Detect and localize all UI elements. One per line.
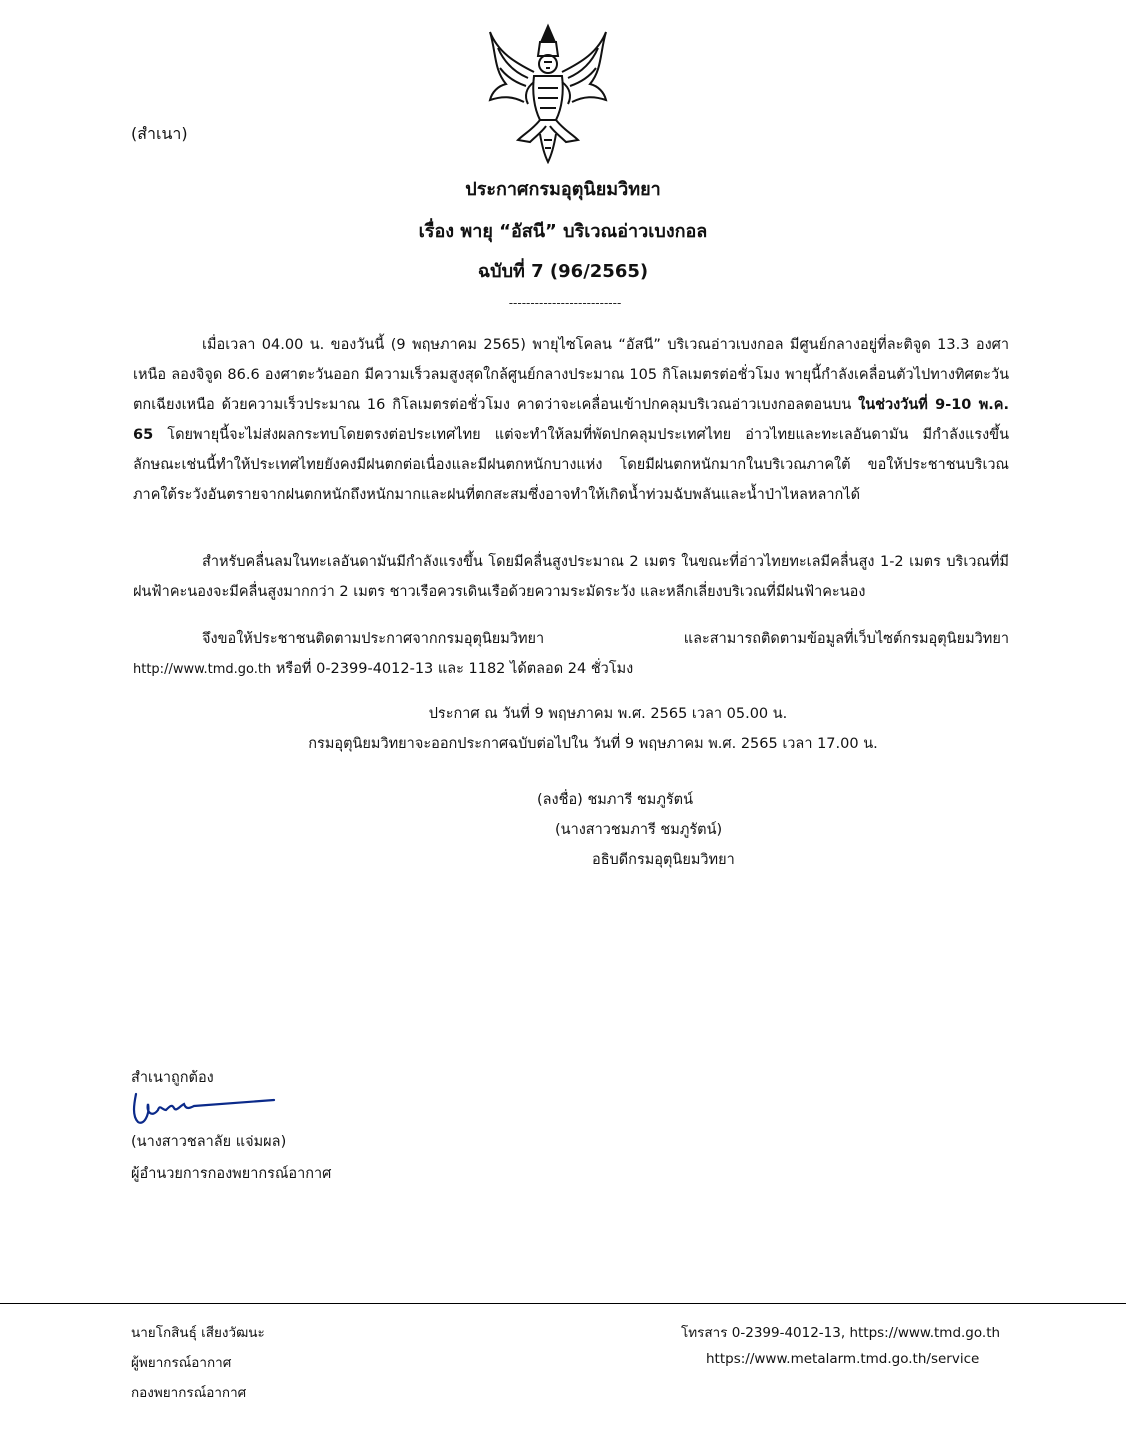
paragraph-follow-text-1: จึงขอให้ประชาชนติดตามประกาศจากกรมอุตุนิยมวิทยา และสามารถติดตามข้อมูลที่เว็บไซต์กรมอุตุนิยมวิทยา [202, 631, 1009, 647]
forecast-division: กองพยากรณ์อากาศ [131, 1385, 247, 1401]
announcement-title: ประกาศกรมอุตุนิยมวิทยา [465, 179, 661, 200]
forecaster-name: นายโกสินธุ์ เสียงวัฒนะ [131, 1325, 265, 1341]
next-announcement-time: กรมอุตุนิยมวิทยาจะออกประกาศฉบับต่อไปใน วันที่ 9 พฤษภาคม พ.ศ. 2565 เวลา 17.00 น. [308, 736, 878, 752]
footer-divider [0, 1303, 1126, 1304]
paragraph-follow-updates [133, 624, 1009, 685]
copy-label: (สำเนา) [131, 124, 188, 143]
footer-contact: โทรสาร 0-2399-4012-13, https://www.tmd.go.th [681, 1325, 1001, 1341]
paragraph-follow-text-2: หรือที่ 0-2399-4012-13 และ 1182 ได้ตลอด 24 ชั่วโมง [271, 661, 634, 677]
paragraph-storm-text-1: เมื่อเวลา 04.00 น. ของวันนี้ (9 พฤษภาคม 2565) พายุไซโคลน “อัสนี” บริเวณอ่าวเบงกอล มีศูนย์กลางอยู่ที่ละติจูด 13.3 องศาเหนือ ลองจิจูด 86.6 องศาตะวันออก มีความเร็วลมสูงสุดใกล้ศูนย์กลางประมาณ 105 กิโลเมตรต่อชั่วโมง พายุนี้กำลังเคลื่อนตัวไปทางทิศตะวันตกเฉียงเหนือ ด้วยความเร็วประมาณ 16 กิโลเมตรต่อชั่วโมง คาดว่าจะเคลื่อนเข้าปกคลุมบริเวณอ่าวเบงกอลตอนบน [133, 337, 1009, 413]
announcement-subject: เรื่อง พายุ “อัสนี” บริเวณอ่าวเบงกอล [418, 221, 708, 242]
paragraph-storm-date-highlight: ในช่วงวันที่ 9-10 พ.ค. 65 [133, 397, 1009, 443]
certifier-position: ผู้อำนวยการกองพยากรณ์อากาศ [131, 1166, 332, 1182]
announcement-date: ประกาศ ณ วันที่ 9 พฤษภาคม พ.ศ. 2565 เวลา 05.00 น. [428, 706, 788, 722]
signatory-position: อธิบดีกรมอุตุนิยมวิทยา [592, 852, 735, 868]
paragraph-storm-text-2: โดยพายุนี้จะไม่ส่งผลกระทบโดยตรงต่อประเทศไทย แต่จะทำให้ลมที่พัดปกคลุมประเทศไทย อ่าวไทยและทะเลอันดามัน มีกำลังแรงขึ้น ลักษณะเช่นนี้ทำให้ประเทศไทยยังคงมีฝนตกต่อเนื่องและมีฝนตกหนักบางแห่ง โดยมีฝนตกหนักมากในบริเวณภาคใต้ ขอให้ประชาชนบริเวณภาคใต้ระวังอันตรายจากฝนตกหนักถึงหนักมากและฝนที่ตกสะสมซึ่งอาจทำให้เกิดน้ำท่วมฉับพลันและน้ำป่าไหลหลากได้ [133, 427, 1009, 503]
tmd-website-link[interactable]: http://www.tmd.go.th [133, 662, 272, 677]
paragraph-storm-details [133, 330, 1009, 510]
title-separator: -------------------------- [508, 296, 622, 310]
paragraph-waves: สำหรับคลื่นลมในทะเลอันดามันมีกำลังแรงขึ้น โดยมีคลื่นสูงประมาณ 2 เมตร ในขณะที่อ่าวไทยทะเลมีคลื่นสูง 1-2 เมตร บริเวณที่มีฝนฟ้าคะนองจะมีคลื่นสูงมากกว่า 2 เมตร ชาวเรือควรเดินเรือด้วยความระมัดระวัง และหลีกเลี่ยงบริเวณที่มีฝนฟ้าคะนอง [133, 554, 1009, 600]
handwritten-signature [128, 1088, 278, 1132]
garuda-emblem-icon [484, 22, 612, 164]
certifier-name: (นางสาวชลาลัย แจ่มผล) [131, 1134, 287, 1150]
announcement-issue-number: ฉบับที่ 7 (96/2565) [477, 261, 649, 282]
signatory-full-name: (นางสาวชมภารี ชมภูรัตน์) [555, 822, 723, 838]
forecaster-role: ผู้พยากรณ์อากาศ [131, 1355, 232, 1371]
footer-service-link[interactable]: https://www.metalarm.tmd.go.th/service [706, 1351, 980, 1367]
signed-by: (ลงชื่อ) ชมภารี ชมภูรัตน์ [537, 792, 694, 808]
certified-copy-label: สำเนาถูกต้อง [131, 1070, 214, 1086]
